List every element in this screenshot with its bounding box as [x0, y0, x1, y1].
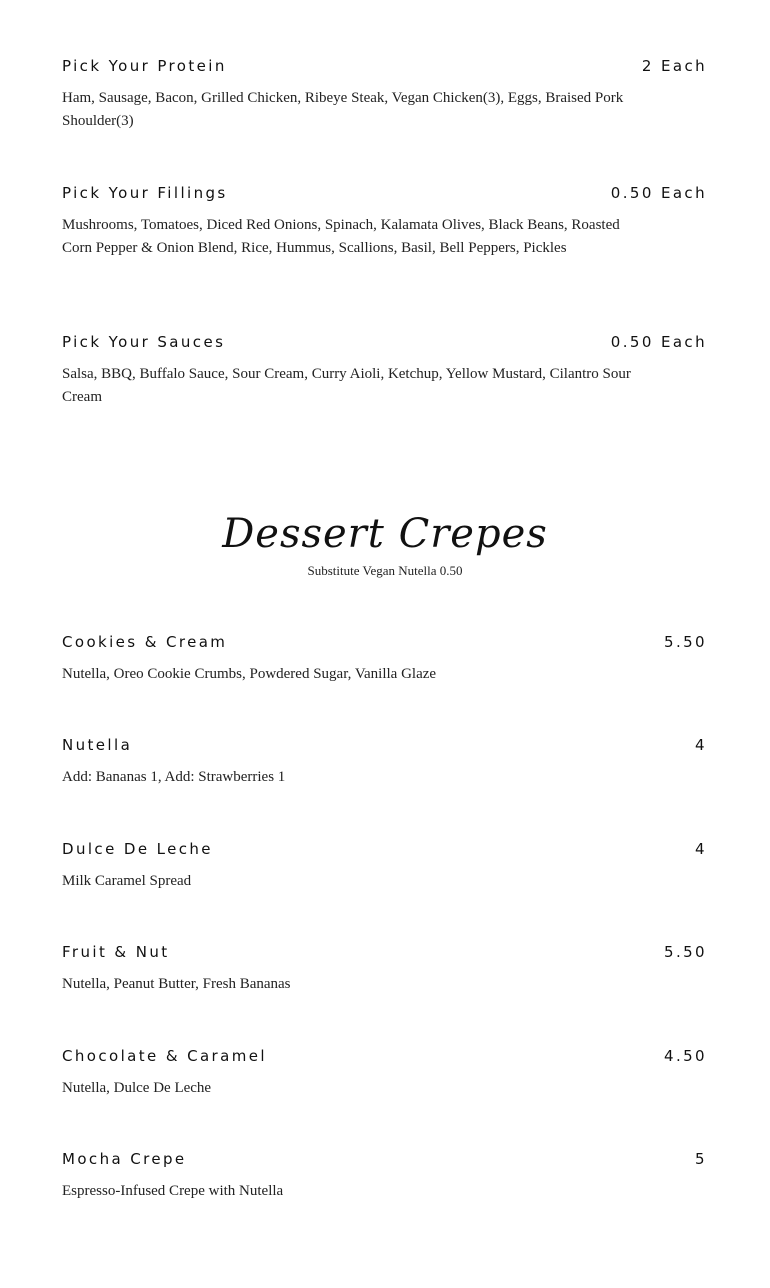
section-title-dessert-crepes: Dessert Crepes — [222, 511, 548, 557]
menu-item-price: 4 — [695, 840, 707, 858]
menu-item-header — [62, 942, 707, 964]
menu-item-fillings — [62, 183, 707, 260]
menu-item-price: 2 Each — [641, 57, 707, 75]
menu-item-price: 4 — [695, 736, 707, 754]
menu-item-name: Fruit & Nut — [62, 943, 170, 961]
menu-item-sauces — [62, 332, 707, 409]
menu-item-header — [62, 1046, 707, 1068]
menu-item-name: Mocha Crepe — [62, 1150, 187, 1168]
menu-item-header — [62, 735, 707, 757]
menu-item-name: Pick Your Sauces — [62, 333, 226, 351]
menu-item-price: 5.50 — [664, 633, 707, 651]
menu-item-description: Salsa, BBQ, Buffalo Sauce, Sour Cream, Curry Aioli, Ketchup, Yellow Mustard, Cilantro Sour Cream — [62, 366, 631, 405]
menu-item-name: Pick Your Fillings — [62, 184, 228, 202]
menu-item-header — [62, 56, 707, 78]
menu-item-dulce-de-leche — [62, 839, 707, 893]
menu-item-description: Add: Bananas 1, Add: Strawberries 1 — [62, 769, 286, 785]
menu-item-header — [62, 839, 707, 861]
menu-item-price: 5.50 — [664, 943, 707, 961]
menu-item-header — [62, 183, 707, 205]
menu-item-price: 0.50 Each — [610, 184, 707, 202]
menu-item-chocolate-caramel — [62, 1046, 707, 1100]
menu-item-description: Ham, Sausage, Bacon, Grilled Chicken, Ribeye Steak, Vegan Chicken(3), Eggs, Braised Pork Shoulder(3) — [62, 90, 624, 129]
menu-item-nutella — [62, 735, 707, 789]
menu-item-description: Nutella, Peanut Butter, Fresh Bananas — [62, 976, 291, 992]
menu-item-header — [62, 632, 707, 654]
menu-item-header — [62, 1149, 707, 1171]
menu-item-mocha-crepe — [62, 1149, 707, 1203]
menu-item-name: Dulce De Leche — [62, 840, 213, 858]
menu-item-name: Pick Your Protein — [62, 57, 227, 75]
menu-item-description: Espresso-Infused Crepe with Nutella — [62, 1183, 284, 1199]
menu-item-price: 0.50 Each — [610, 333, 707, 351]
menu-item-header — [62, 332, 707, 354]
menu-item-fruit-nut — [62, 942, 707, 996]
menu-item-name: Cookies & Cream — [62, 633, 228, 651]
menu-item-protein — [62, 56, 707, 133]
section-subtitle: Substitute Vegan Nutella 0.50 — [307, 563, 463, 578]
menu-item-price: 4.50 — [664, 1047, 707, 1065]
menu-item-description: Milk Caramel Spread — [62, 873, 192, 889]
menu-item-description: Nutella, Oreo Cookie Crumbs, Powdered Sugar, Vanilla Glaze — [62, 666, 437, 682]
menu-item-description: Nutella, Dulce De Leche — [62, 1080, 212, 1096]
menu-item-price: 5 — [695, 1150, 707, 1168]
menu-item-name: Nutella — [62, 736, 133, 754]
menu-item-description: Mushrooms, Tomatoes, Diced Red Onions, Spinach, Kalamata Olives, Black Beans, Roasted Corn Pepper & Onion Blend, Rice, Hummus, Scallions, Basil, Bell Peppers, Pickles — [62, 217, 620, 256]
menu-item-name: Chocolate & Caramel — [62, 1047, 267, 1065]
menu-item-cookies-cream — [62, 632, 707, 686]
